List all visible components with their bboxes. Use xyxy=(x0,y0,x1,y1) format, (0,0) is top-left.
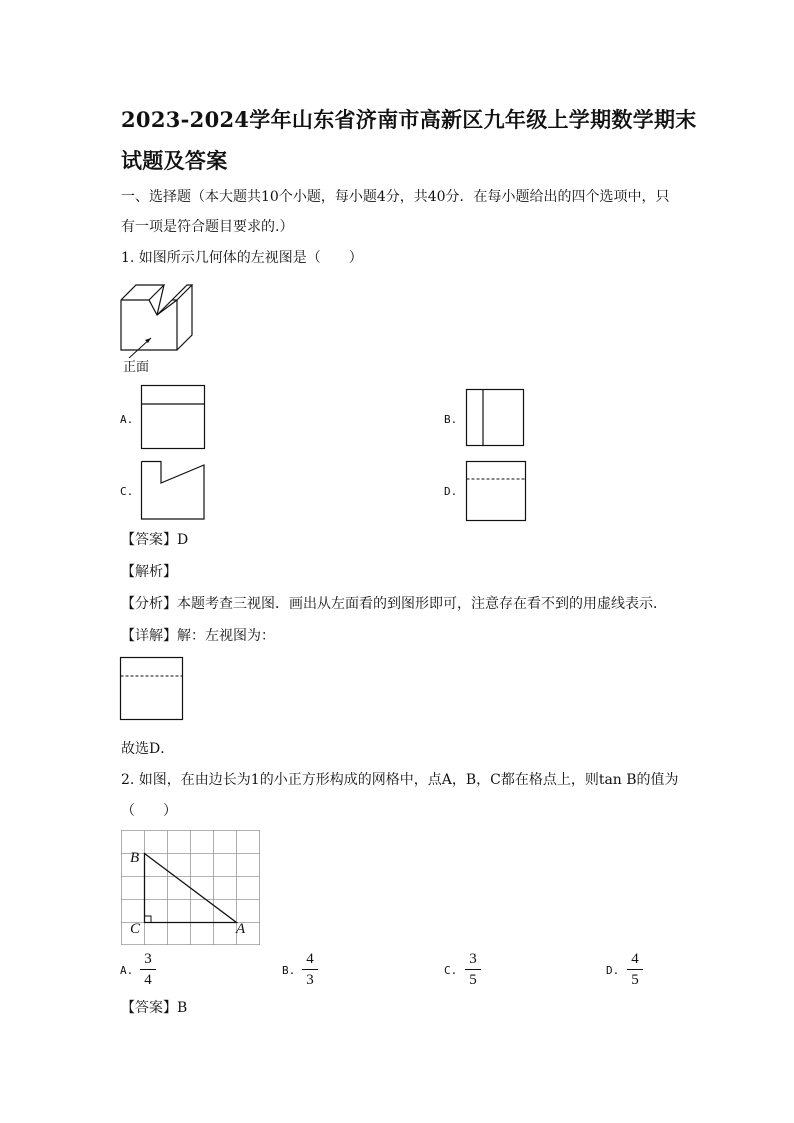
q1-option-a-figure xyxy=(141,385,206,450)
q2-option-d-fraction xyxy=(627,950,643,989)
q1-detail: 【详解】解：左视图为： xyxy=(121,628,275,644)
q2-option-b-denominator: 3 xyxy=(306,972,314,988)
point-a-label: A xyxy=(236,921,246,937)
point-c-label: C xyxy=(130,921,141,937)
q1-option-b-figure xyxy=(466,389,526,449)
question-1-stem: 1. 如图所示几何体的左视图是（ ） xyxy=(121,250,363,266)
q2-option-b-letter: B. xyxy=(282,964,296,977)
point-b-label: B xyxy=(130,850,140,866)
q1-solid-figure xyxy=(115,272,205,352)
q2-option-c-denominator: 5 xyxy=(469,972,477,988)
q1-option-b-letter: B. xyxy=(444,413,458,426)
q1-analysis-heading: 【解析】 xyxy=(121,564,177,580)
q1-conclusion: 故选D． xyxy=(121,741,175,757)
q1-option-a-letter: A. xyxy=(120,413,134,426)
q2-option-b-numerator: 4 xyxy=(306,951,314,967)
q2-option-c-letter: C. xyxy=(444,964,458,977)
q2-option-a-fraction xyxy=(140,950,156,989)
q1-answer: 【答案】D xyxy=(121,532,189,548)
q1-answer-figure xyxy=(120,657,184,721)
section-instructions: 一、选择题（本大题共10个小题，每小题4分，共40分．在每小题给出的四个选项中，只 xyxy=(121,189,670,205)
front-view-label: 正面 xyxy=(123,360,150,375)
section-instructions-line2: 有一项是符合题目要求的.） xyxy=(121,219,294,235)
q1-option-c-letter: C. xyxy=(120,485,134,498)
page-title: 2023-2024学年山东省济南市高新区九年级上学期数学期末 xyxy=(121,107,697,132)
q2-answer: 【答案】B xyxy=(121,1000,188,1016)
q1-option-c-figure xyxy=(141,461,206,521)
q2-option-c-fraction xyxy=(465,950,481,989)
q2-option-a-letter: A. xyxy=(120,964,134,977)
q2-option-d-letter: D. xyxy=(606,964,620,977)
q2-option-c-numerator: 3 xyxy=(469,951,477,967)
q1-fenxi: 【分析】本题考查三视图．画出从左面看的到图形即可，注意存在看不到的用虚线表示． xyxy=(121,596,667,612)
question-2-stem: 2. 如图，在由边长为1的小正方形构成的网格中，点A，B，C都在格点上，则tan B的值为 xyxy=(121,772,679,788)
q2-option-d-denominator: 5 xyxy=(631,972,639,988)
question-2-stem-line2: （ ） xyxy=(121,803,177,819)
q1-option-d-letter: D. xyxy=(444,485,458,498)
q1-option-d-figure xyxy=(466,461,528,523)
q2-option-a-numerator: 3 xyxy=(144,951,152,967)
page-title-line2: 试题及答案 xyxy=(121,148,228,173)
q2-option-d-numerator: 4 xyxy=(631,951,639,967)
q2-option-a-denominator: 4 xyxy=(144,972,152,988)
q2-option-b-fraction xyxy=(302,950,318,989)
